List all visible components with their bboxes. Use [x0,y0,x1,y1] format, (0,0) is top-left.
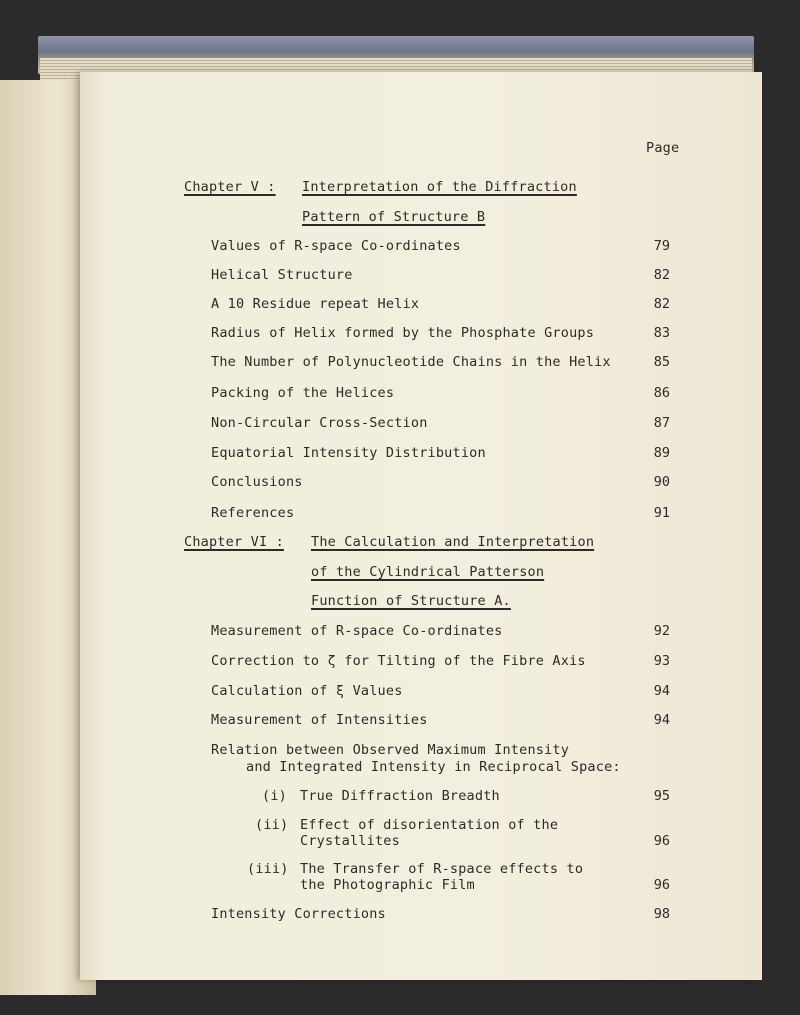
toc-page-number: 95 [653,788,670,804]
toc-entry: Measurement of Intensities [211,712,428,728]
toc-page-number: 96 [653,833,670,849]
toc-page-number: 93 [653,653,670,669]
toc-entry: Packing of the Helices [211,385,395,401]
sub-entry-number: (ii) [255,817,289,833]
toc-entry: A 10 Residue repeat Helix [211,296,420,312]
chapter6-title-line3: Function of Structure A. [311,593,511,609]
toc-page-number: 89 [653,445,670,461]
toc-entry: Helical Structure [211,267,353,283]
toc-entry: Values of R-space Co-ordinates [211,238,461,254]
chapter6-label: Chapter VI : [184,534,284,550]
sub-entry-text: Effect of disorientation of the [300,817,559,833]
toc-entry: Measurement of R-space Co-ordinates [211,623,503,639]
toc-entry: The Number of Polynucleotide Chains in the Helix [211,354,611,370]
toc-entry: Equatorial Intensity Distribution [211,445,486,461]
toc-page-number: 98 [653,906,670,922]
chapter5-label: Chapter V : [184,179,276,195]
sub-entry-text: True Diffraction Breadth [300,788,500,804]
toc-page-number: 83 [653,325,670,341]
chapter6-title-line1: The Calculation and Interpretation [311,534,595,550]
relation-line1: Relation between Observed Maximum Intensity [211,742,570,758]
toc-page-number: 96 [653,877,670,893]
toc-page-number: 85 [653,354,670,370]
toc-page-number: 82 [653,267,670,283]
toc-entry: Correction to ζ for Tilting of the Fibre Axis [211,653,586,669]
sub-entry-text: The Transfer of R-space effects to [300,861,584,877]
toc-entry: Calculation of ξ Values [211,683,403,699]
toc-page-number: 90 [653,474,670,490]
toc-page-number: 79 [653,238,670,254]
toc-entry: Radius of Helix formed by the Phosphate Groups [211,325,595,341]
toc-entry: Intensity Corrections [211,906,386,922]
page-column-label: Page [646,140,680,156]
sub-entry-text-continued: Crystallites [300,833,400,849]
sub-entry-number: (i) [262,788,287,804]
chapter5-title-line1: Interpretation of the Diffraction [302,179,577,195]
chapter6-title-line2: of the Cylindrical Patterson [311,564,545,580]
toc-page-number: 87 [653,415,670,431]
toc-page-number: 92 [653,623,670,639]
toc-page-number: 94 [653,683,670,699]
document-page [80,72,762,980]
sub-entry-number: (iii) [247,861,289,877]
toc-page-number: 94 [653,712,670,728]
toc-entry: Conclusions [211,474,303,490]
chapter5-title-line2: Pattern of Structure B [302,209,486,225]
toc-page-number: 82 [653,296,670,312]
toc-page-number: 86 [653,385,670,401]
toc-entry: Non-Circular Cross-Section [211,415,428,431]
toc-page-number: 91 [653,505,670,521]
sub-entry-text-continued: the Photographic Film [300,877,475,893]
relation-line2: and Integrated Intensity in Reciprocal Space: [246,759,621,775]
toc-entry: References [211,505,295,521]
